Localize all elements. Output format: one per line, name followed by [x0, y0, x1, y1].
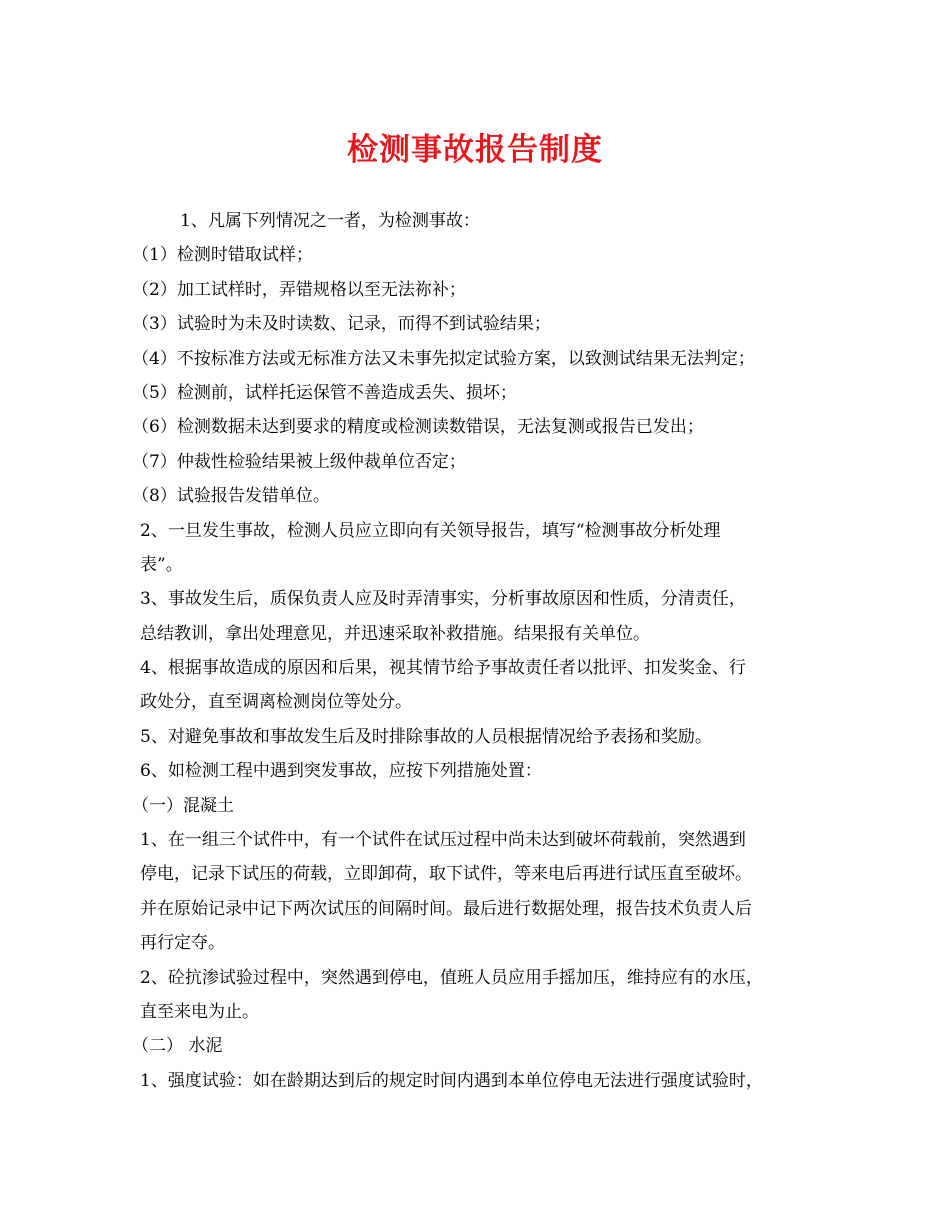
- paragraph-line: 2、砼抗渗试验过程中，突然遇到停电，值班人员应用手摇加压，维持应有的水压，: [140, 967, 763, 988]
- list-item: （7）仲裁性检验结果被上级仲裁单位否定；: [132, 451, 466, 472]
- paragraph-line: 再行定夺。: [140, 933, 225, 954]
- paragraph-line: 6、如检测工程中遇到突发事故，应按下列措施处置：: [140, 761, 542, 782]
- paragraph-line: 3、事故发生后，质保负责人应及时弄清事实，分析事故原因和性质，分清责任，: [140, 589, 746, 610]
- list-item: （4）不按标准方法或无标准方法又未事先拟定试验方案，以致测试结果无法判定；: [132, 348, 755, 369]
- paragraph-line: 1、强度试验：如在龄期达到后的规定时间内遇到本单位停电无法进行强度试验时，: [140, 1070, 763, 1091]
- paragraph-line: 2、一旦发生事故，检测人员应立即向有关领导报告，填写“检测事故分析处理: [140, 520, 721, 541]
- paragraph-line: 1、凡属下列情况之一者，为检测事故：: [180, 211, 480, 231]
- paragraph-line: 并在原始记录中记下两次试压的间隔时间。最后进行数据处理，报告技术负责人后: [140, 898, 752, 919]
- section-heading: （一）混凝土: [132, 795, 234, 816]
- document-body: [132, 204, 830, 1098]
- paragraph-line: 直至来电为止。: [140, 1001, 259, 1022]
- document-title: 检测事故报告制度: [347, 132, 603, 168]
- list-item: （5）检测前，试样托运保管不善造成丢失、损坏；: [132, 382, 517, 403]
- list-item: （6）检测数据未达到要求的精度或检测读数错误，无法复测或报告已发出；: [132, 417, 704, 438]
- paragraph-line: 政处分，直至调离检测岗位等处分。: [140, 692, 412, 713]
- list-item: （3）试验时为未及时读数、记录，而得不到试验结果；: [132, 314, 551, 335]
- list-item: （1）检测时错取试样；: [132, 245, 313, 266]
- paragraph-line: 总结教训，拿出处理意见，并迅速采取补救措施。结果报有关单位。: [140, 623, 650, 644]
- list-item: （2）加工试样时，弄错规格以至无法祢补；: [132, 279, 466, 300]
- list-item: （8）试验报告发错单位。: [132, 486, 330, 507]
- paragraph-line: 表”。: [140, 554, 183, 575]
- section-heading: （二） 水泥: [132, 1036, 223, 1057]
- paragraph-line: 停电，记录下试压的荷载，立即卸荷，取下试件，等来电后再进行试压直至破坏。: [140, 864, 752, 885]
- paragraph-line: 5、对避免事故和事故发生后及时排除事故的人员根据情况给予表扬和奖励。: [140, 726, 712, 747]
- paragraph-line: 4、根据事故造成的原因和后果，视其情节给予事故责任者以批评、扣发奖金、行: [140, 658, 746, 679]
- paragraph-line: 1、在一组三个试件中，有一个试件在试压过程中尚未达到破坏荷载前，突然遇到: [140, 830, 746, 851]
